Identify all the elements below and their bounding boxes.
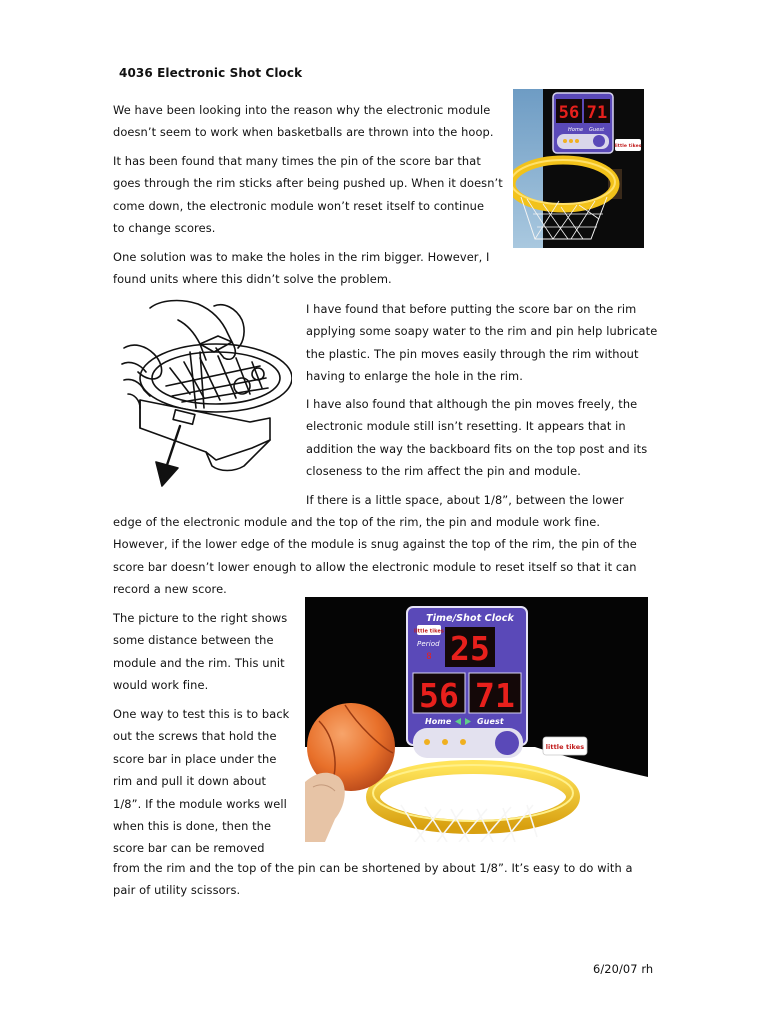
line: score bar in place under the <box>113 751 277 766</box>
line: to change scores. <box>113 221 216 236</box>
period-value: 8 <box>426 652 432 662</box>
home-label: Home <box>425 717 452 726</box>
line: I have found that before putting the score bar on the rim <box>306 302 637 316</box>
line: applying some soapy water to the rim and pin help lubricate <box>306 324 658 339</box>
clock-header: Time/Shot Clock <box>426 613 514 624</box>
line: However, if the lower edge of the module is snug against the top of the rim, the pin of the <box>113 537 637 552</box>
paragraph-4 <box>306 298 657 388</box>
line: I have also found that although the pin moves freely, the <box>306 397 638 411</box>
small-guest-label: Guest <box>589 127 605 133</box>
line: would work fine. <box>113 678 209 693</box>
guest-label: Guest <box>477 717 504 726</box>
line: score bar doesn’t lower enough to allow the electronic module to reset itself so that it can <box>113 559 637 574</box>
line: If there is a little space, about 1/8”, between the lower <box>306 493 624 507</box>
line: rim and pull it down about <box>113 774 267 789</box>
line: from the rim and the top of the pin can be shortened by about 1/8”. It’s easy to do with a <box>113 861 633 875</box>
line: addition the way the backboard fits on the top post and its <box>306 441 648 456</box>
line: the plastic. The pin moves easily through the rim without <box>306 346 639 361</box>
line: One solution was to make the holes in the rim bigger. However, I <box>113 250 490 264</box>
paragraph-8-rest <box>113 857 633 902</box>
line: some distance between the <box>113 633 274 648</box>
small-score-right: 71 <box>586 103 608 123</box>
shot-clock-photo-small <box>513 89 644 248</box>
line: 1/8”. If the module works well <box>113 796 287 811</box>
panel-brand-logo: little tikes <box>414 628 444 635</box>
shot-clock-display: 25 <box>450 629 490 668</box>
line: electronic module still isn’t resetting. It appears that in <box>306 419 626 434</box>
footer-date: 6/20/07 rh <box>593 962 654 976</box>
paragraph-1 <box>113 99 494 144</box>
line: edge of the electronic module and the top of the rim, the pin and module work fine. <box>113 515 601 529</box>
line: goes through the rim sticks after being pushed up. When it doesn’t <box>113 176 503 191</box>
paragraph-5 <box>306 393 647 483</box>
home-score-display: 56 <box>419 676 459 715</box>
line: closeness to the rim affect the pin and module. <box>306 464 581 479</box>
small-home-label: Home <box>568 127 584 133</box>
period-label: Period <box>417 640 440 648</box>
line: We have been looking into the reason why the electronic module <box>113 103 491 117</box>
line: score bar can be removed <box>113 841 265 856</box>
line: module and the rim. This unit <box>113 655 285 670</box>
line: having to enlarge the hole in the rim. <box>306 369 523 384</box>
document-title: 4036 Electronic Shot Clock <box>119 66 303 80</box>
small-score-left: 56 <box>558 103 580 123</box>
paragraph-6-first <box>306 489 624 511</box>
score-bar-line-drawing <box>120 290 292 495</box>
paragraph-7 <box>113 607 287 697</box>
paragraph-3 <box>113 246 490 291</box>
small-brand-logo: little tikes <box>614 144 642 149</box>
line: The picture to the right shows <box>113 611 288 625</box>
line: out the screws that hold the <box>113 729 277 744</box>
line: found units where this didn’t solve the problem. <box>113 272 392 287</box>
line: pair of utility scissors. <box>113 883 241 898</box>
guest-score-display: 71 <box>475 676 515 715</box>
line: One way to test this is to back <box>113 707 290 721</box>
line: come down, the electronic module won’t reset itself to continue <box>113 198 485 213</box>
line: doesn’t seem to work when basketballs are thrown into the hoop. <box>113 125 494 140</box>
paragraph-8 <box>113 703 289 860</box>
line: when this is done, then the <box>113 819 272 834</box>
shot-clock-photo-large <box>305 597 648 842</box>
paragraph-2 <box>113 150 503 240</box>
backboard-brand-logo: little tikes <box>545 743 585 751</box>
paragraph-6-rest <box>113 511 637 601</box>
line: It has been found that many times the pin of the score bar that <box>113 154 481 168</box>
line: record a new score. <box>113 582 227 597</box>
